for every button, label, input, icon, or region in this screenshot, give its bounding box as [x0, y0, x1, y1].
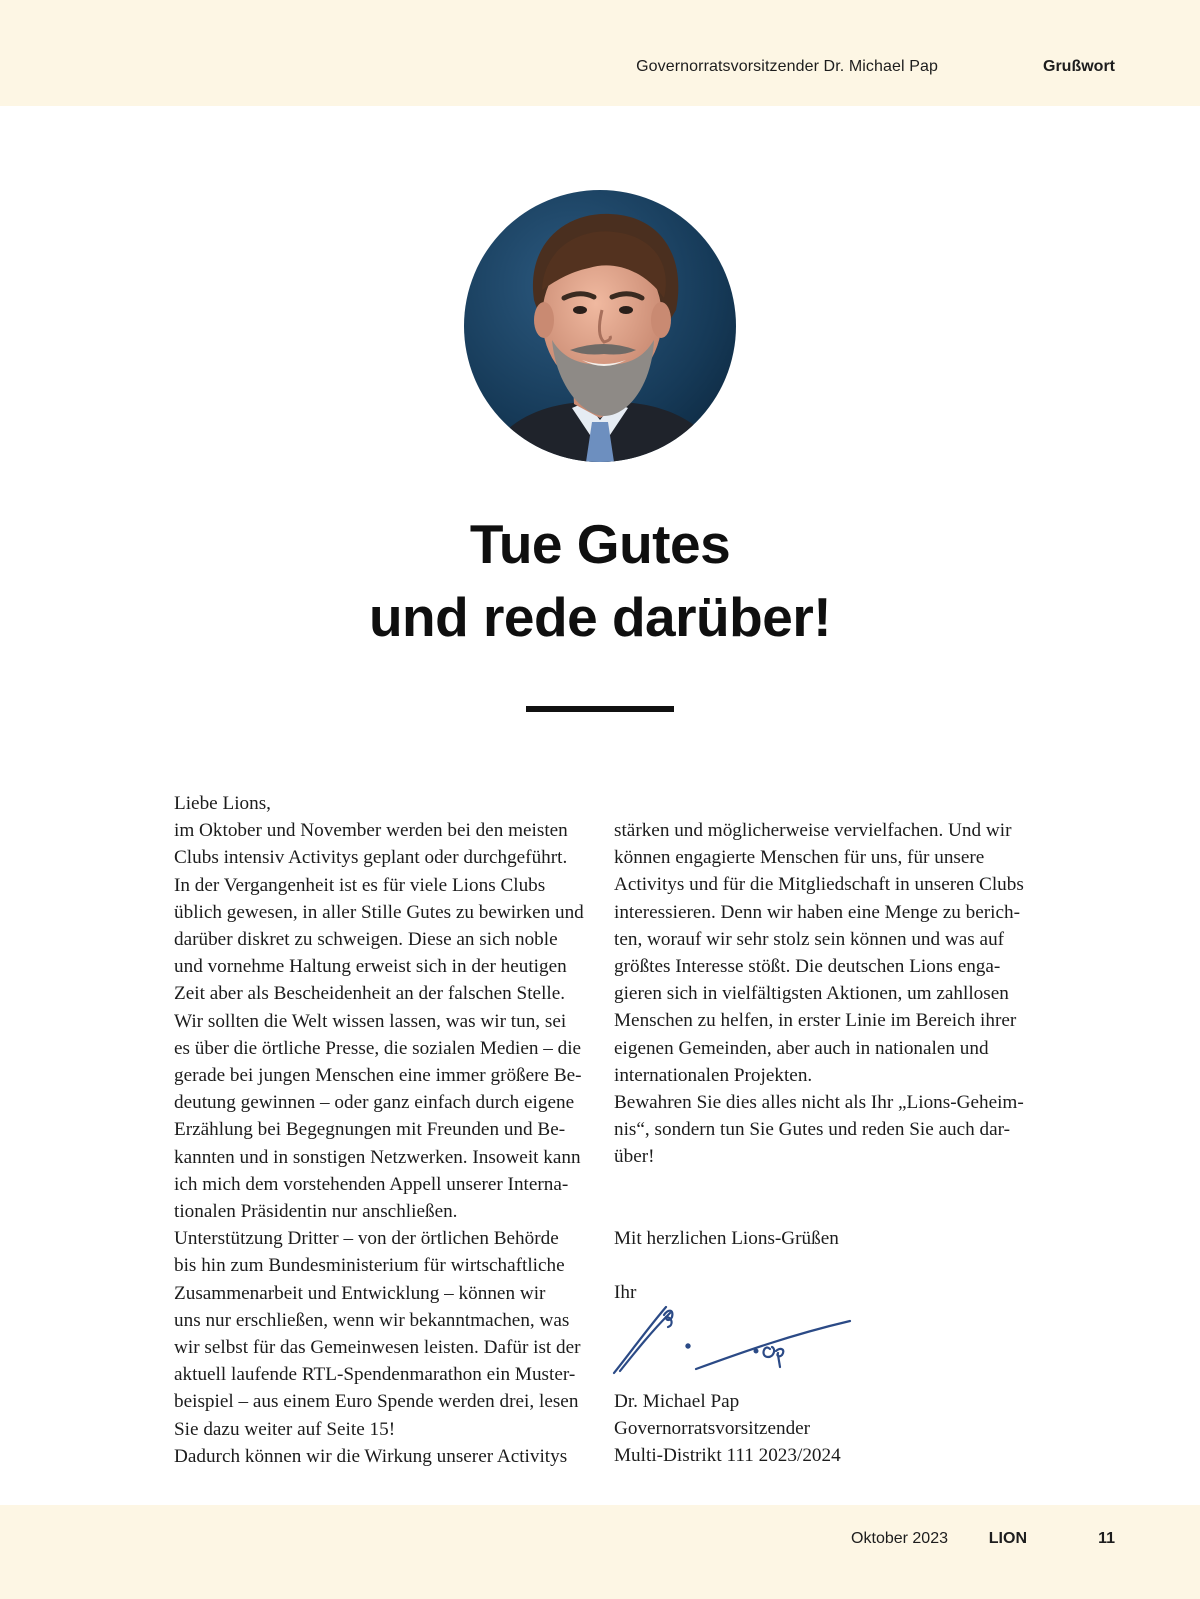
body-line: im Oktober und November werden bei den meisten	[174, 820, 568, 842]
body-line: Bewahren Sie dies alles nicht als Ihr „Lions-Geheim-	[614, 1092, 1024, 1114]
body-line: Dadurch können wir die Wirkung unserer Activitys	[174, 1445, 568, 1467]
body-line: Liebe Lions,	[174, 793, 271, 814]
body-line: größtes Interesse stößt. Die deutschen Lions enga-	[614, 956, 1001, 978]
body-line: Menschen zu helfen, in erster Linie im Bereich ihrer	[614, 1010, 1017, 1032]
section-label: Grußwort	[1043, 58, 1115, 75]
body-line: tionalen Präsidentin nur anschließen.	[174, 1201, 458, 1223]
body-line: uns nur erschließen, wenn wir bekanntmachen, was	[174, 1309, 570, 1331]
body-line: beispiel – aus einem Euro Spende werden drei, lesen	[174, 1391, 579, 1413]
body-line: Erzählung bei Begegnungen mit Freunden und Be-	[174, 1119, 566, 1141]
body-line: es über die örtliche Presse, die sozialen Medien – die	[174, 1037, 582, 1059]
headline-line-2: und rede darüber!	[368, 586, 832, 648]
body-line: aktuell laufende RTL-Spendenmarathon ein Muster-	[174, 1364, 576, 1386]
body-line: In der Vergangenheit ist es für viele Lions Clubs	[174, 874, 546, 896]
body-line: Unterstützung Dritter – von der örtlichen Behörde	[174, 1228, 559, 1250]
spacer	[614, 1171, 1034, 1198]
body-line: ten, worauf wir sehr stolz sein können und was auf	[614, 928, 1005, 950]
headline-line-1: Tue Gutes	[469, 513, 731, 575]
header-subtitle: Governorratsvorsitzender Dr. Michael Pap	[636, 58, 938, 75]
body-line: Activitys und für die Mitgliedschaft in unseren Clubs	[614, 874, 1024, 896]
body-line: über!	[614, 1146, 655, 1168]
body-line: Sie dazu weiter auf Seite 15!	[174, 1418, 396, 1440]
page-number: 11	[1098, 1530, 1115, 1547]
body-line: Wir sollten die Welt wissen lassen, was wir tun, sei	[174, 1010, 567, 1032]
body-line: eigenen Gemeinden, aber auch in nationalen und	[614, 1037, 989, 1059]
signatory-district: Multi-Distrikt 111 2023/2024	[614, 1445, 841, 1467]
body-line: Clubs intensiv Activitys geplant oder durchgeführt.	[174, 847, 568, 869]
signatory-role: Governorratsvorsitzender	[614, 1417, 811, 1439]
body-line: Zeit aber als Bescheidenheit an der falschen Stelle.	[174, 983, 566, 1005]
closing-greeting: Mit herzlichen Lions-Grüßen	[614, 1228, 839, 1250]
body-line: und vornehme Haltung erweist sich in der heutigen	[174, 956, 567, 978]
body-line: darüber diskret zu schweigen. Diese an sich noble	[174, 929, 558, 951]
portrait-photo	[464, 190, 736, 462]
body-line: interessieren. Denn wir haben eine Menge zu berich-	[614, 901, 1020, 923]
body-column-left	[174, 790, 594, 1470]
spacer	[614, 1198, 1034, 1225]
closing-ihr: Ihr	[614, 1282, 637, 1304]
body-line: nis“, sondern tun Sie Gutes und reden Sie auch dar-	[614, 1119, 1011, 1141]
body-line: Zusammenarbeit und Entwicklung – können wir	[174, 1282, 546, 1304]
footer-issue-date: Oktober 2023	[851, 1530, 948, 1547]
header-band	[0, 0, 1200, 106]
headline	[0, 508, 1200, 654]
body-line: kannten und in sonstigen Netzwerken. Insoweit kann	[174, 1146, 581, 1168]
body-line: gerade bei jungen Menschen eine immer größere Be-	[174, 1065, 582, 1087]
signatory-name: Dr. Michael Pap	[614, 1390, 740, 1412]
body-line: können engagierte Menschen für uns, für unsere	[614, 847, 985, 869]
footer-brand: LION	[988, 1530, 1027, 1547]
footer-band	[0, 1505, 1200, 1599]
body-line: gieren sich in vielfältigsten Aktionen, um zahllosen	[614, 983, 1009, 1005]
body-line: wir selbst für das Gemeinwesen leisten. Dafür ist der	[174, 1337, 581, 1359]
body-line: deutung gewinnen – oder ganz einfach durch eigene	[174, 1092, 575, 1114]
body-line: ich mich dem vorstehenden Appell unserer Interna-	[174, 1173, 569, 1195]
body-line: stärken und möglicherweise vervielfachen. Und wir	[614, 820, 1012, 841]
handwritten-signature	[610, 1303, 860, 1383]
body-line: bis hin zum Bundesministerium für wirtschaftliche	[174, 1255, 565, 1277]
body-line: üblich gewesen, in aller Stille Gutes zu bewirken und	[174, 901, 584, 923]
body-line: internationalen Projekten.	[614, 1064, 813, 1086]
spacer	[614, 1252, 1034, 1279]
headline-divider	[526, 706, 674, 712]
